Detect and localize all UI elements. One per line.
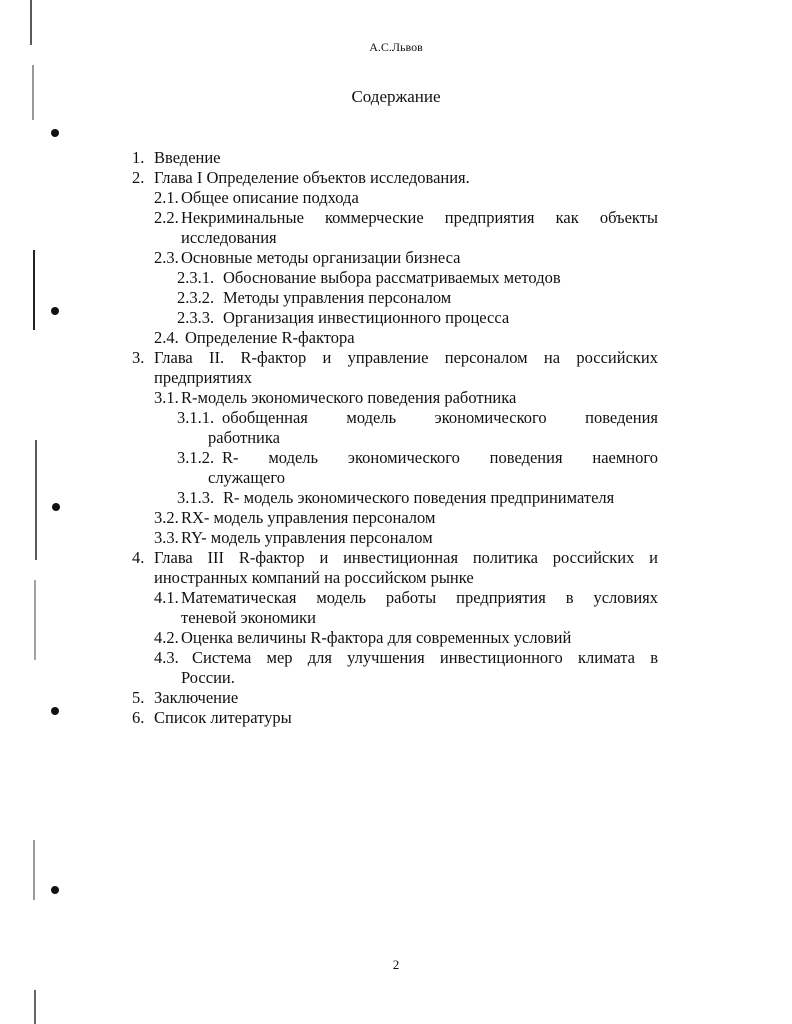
- binding-margin-marks: [0, 0, 70, 1024]
- page-header-author: А.С.Львов: [369, 40, 423, 54]
- page-title: Содержание: [351, 87, 441, 106]
- page-number: 2: [392, 957, 400, 972]
- binding-hole-1: [51, 129, 59, 137]
- binding-hole-5: [51, 886, 59, 894]
- binding-hole-4: [51, 707, 59, 715]
- binding-hole-3: [52, 503, 60, 511]
- document-page: А.С.Львов Содержание 1. Введение 2. Глава I Определение объектов исследования. 2.1. Общее описание подхода 2.2. Некриминальные коммерческие предприятия как объекты исследования 2.3. Основные методы организации бизнеса 2.3.1. Обоснование выбора рассматриваемых методов 2.3.2. Методы управления персоналом 2.3.3. Организация инвестиционного процесса 2.4. Определение R-фактора 3. Глава II. R-фактор и управление персоналом на российских предприятиях 3.1. R-модель экономического поведения работника 3.1.1. обобщенная модель экономического поведения работника 3.1.2. R- модель экономического поведения наемного служащего 3.1.3. R- модель экономического поведения предпринимателя 3.2. RX- модель управления персоналом 3.3. RY- модель управления персоналом 4. Глава III R-фактор и инвестиционная политика российских и иностранных компаний на российском рынке 4.1. Математическая модель работы предприятия в условиях теневой экономики 4.2. Оценка величины R-фактора для современных условий 4.3. Система мер для улучшения инвестиционного климата в России. 5. Заключение 6. Список литературы 2: [0, 0, 792, 1024]
- binding-hole-2: [51, 307, 59, 315]
